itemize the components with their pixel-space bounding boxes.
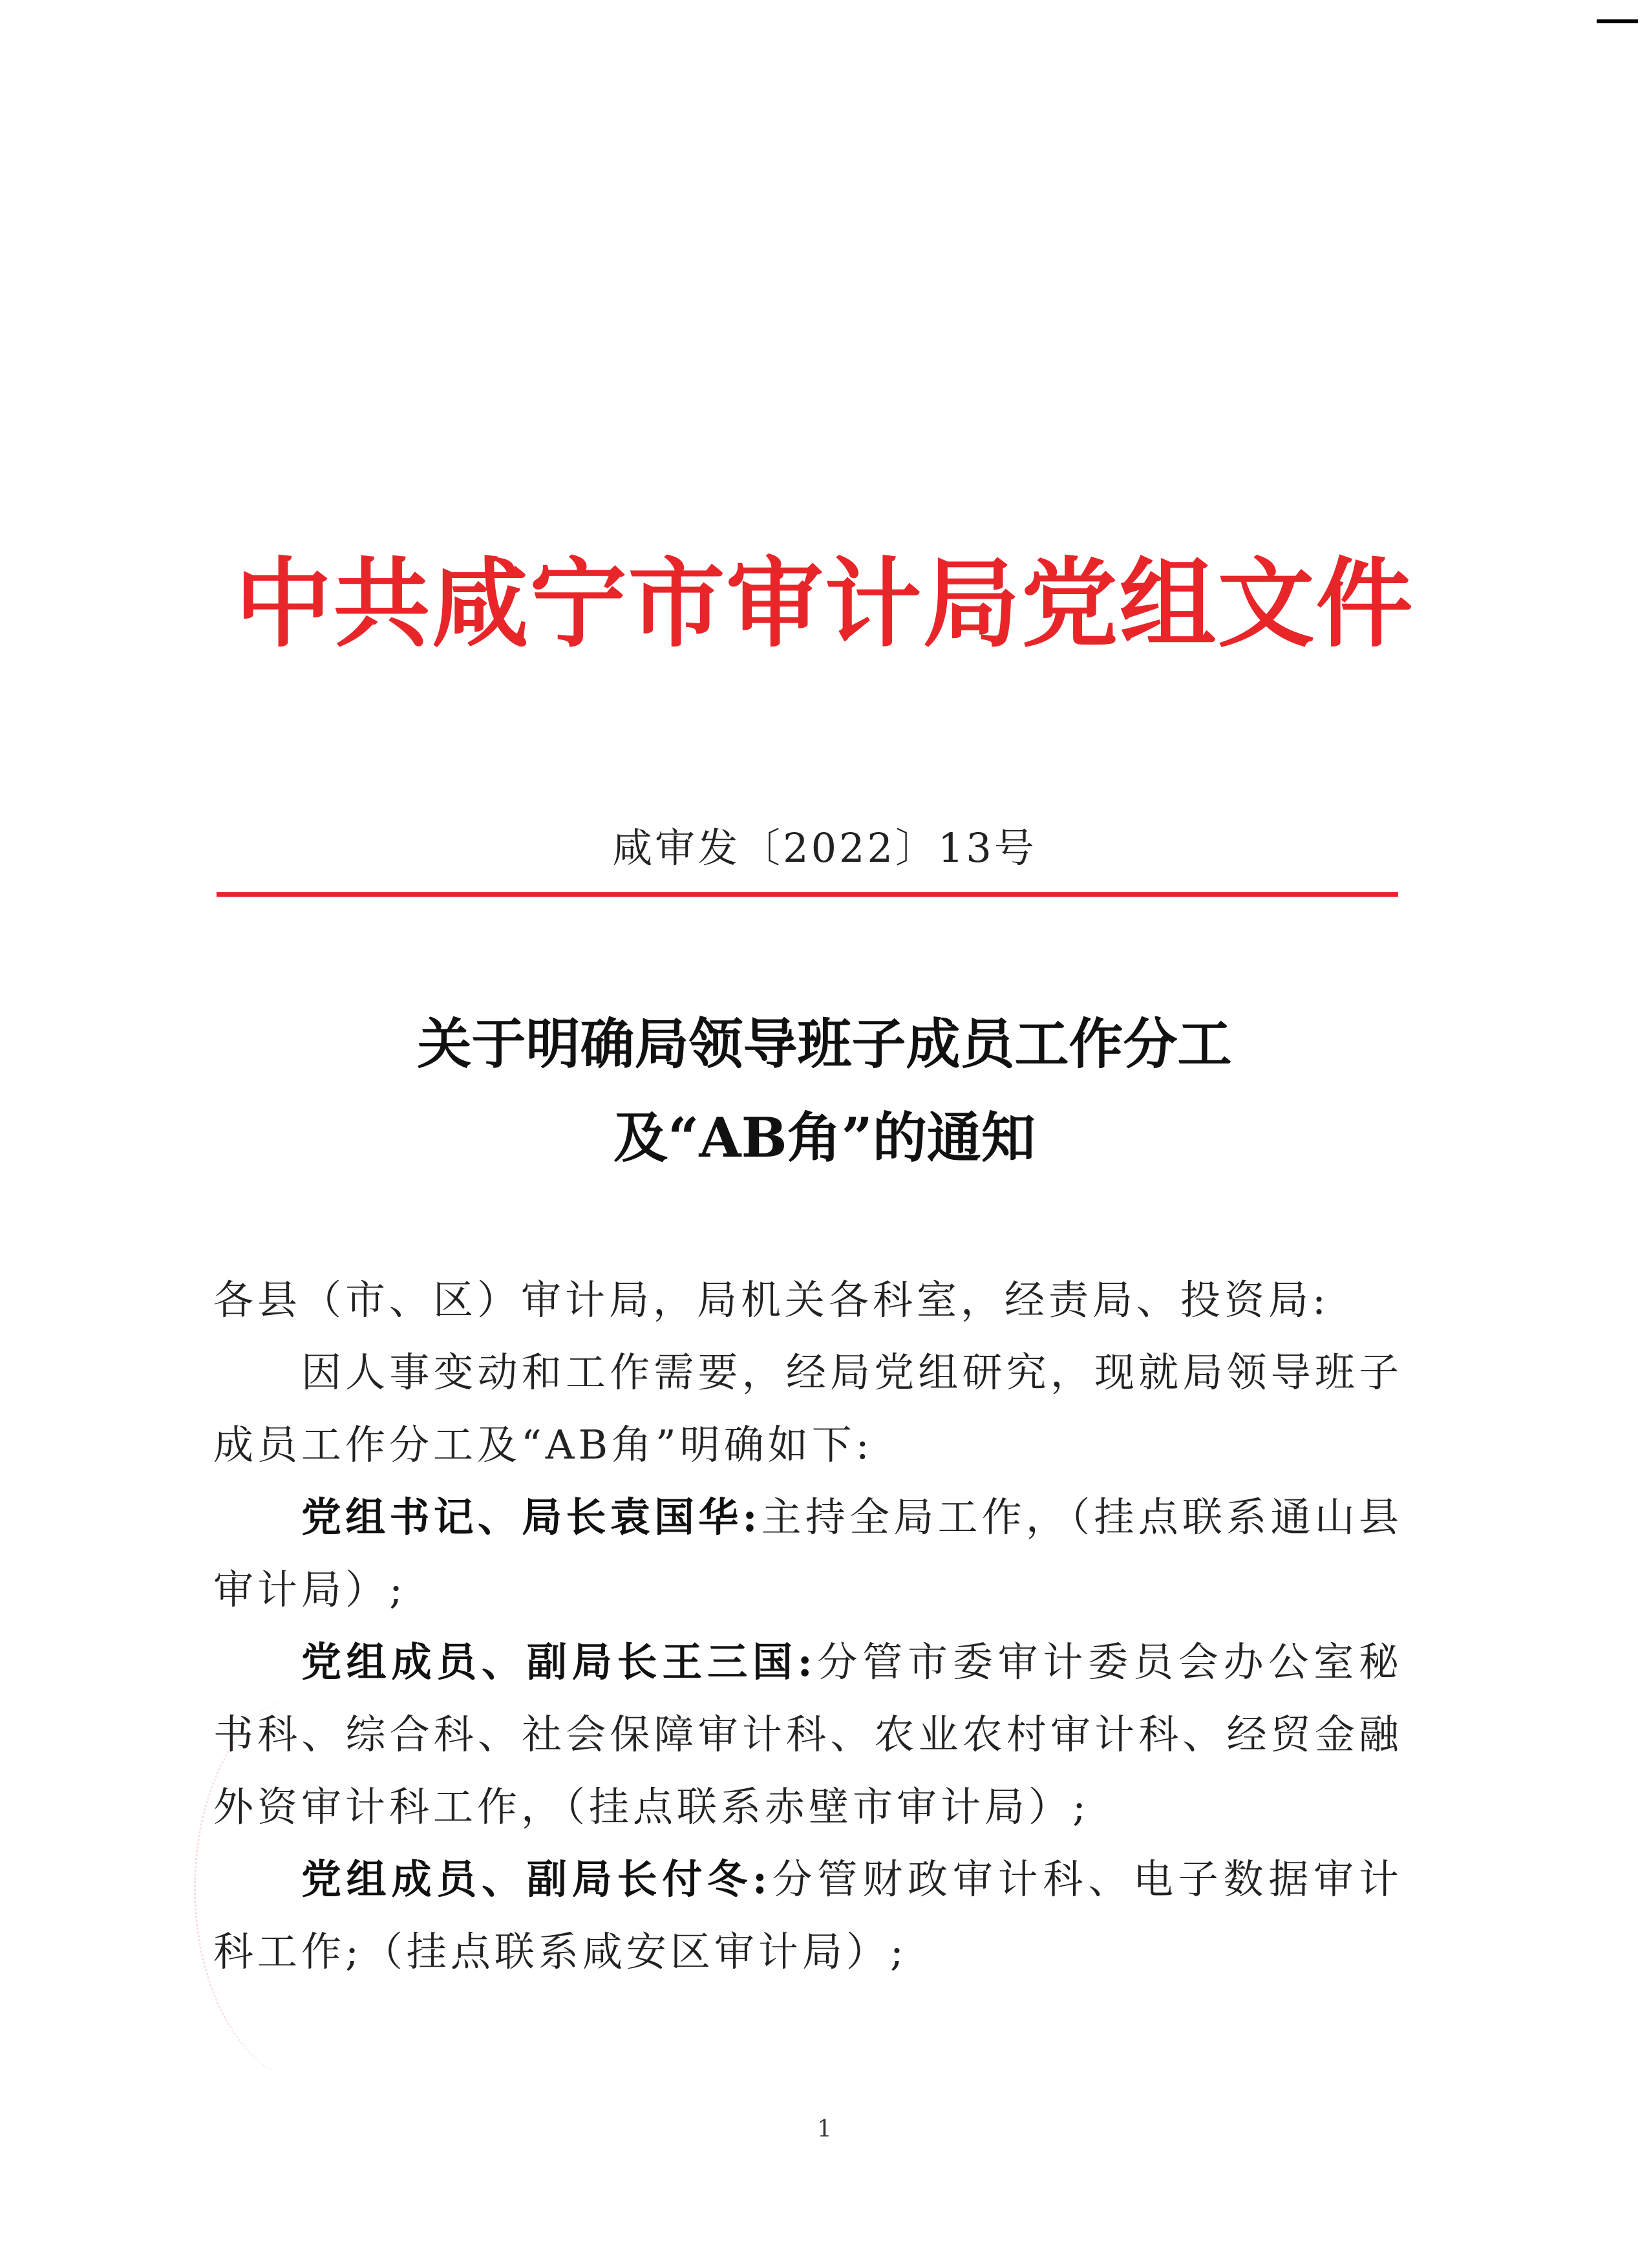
assignment-duty: 分管市委审计委员会办公室秘书科、综合科、社会保障审计科、农业农村审计科、经贸金融外资审计科工作，（挂点联系赤壁市审计局）; [213, 1638, 1403, 1830]
notice-title-line-1: 关于明确局领导班子成员工作分工 [417, 1012, 1232, 1076]
document-number: 咸审发〔2022〕13号 [612, 824, 1037, 872]
red-separator-line [217, 892, 1398, 897]
page-number: 1 [817, 2116, 832, 2143]
recipients-line: 各县（市、区）审计局，局机关各科室，经责局、投资局: [213, 1276, 1330, 1323]
assignment-role: 党组书记、局长袁国华: [301, 1493, 761, 1541]
document-header-title: 中共咸宁市审计局党组文件 [235, 548, 1414, 661]
assignment-role: 党组成员、副局长付冬: [301, 1856, 771, 1903]
notice-title-line-2: 及“AB角”的通知 [613, 1106, 1036, 1170]
assignment-duty: 主持全局工作，（挂点联系通山县审计局）; [213, 1493, 1403, 1613]
assignment-duty: 分管财政审计科、电子数据审计科工作;（挂点联系咸安区审计局）; [213, 1856, 1403, 1975]
faint-seal-trace [194, 1694, 429, 2082]
corner-scan-mark [1597, 19, 1638, 23]
assignment-paragraph [213, 1481, 1403, 1626]
intro-paragraph: 因人事变动和工作需要，经局党组研究，现就局领导班子成员工作分工及“AB角”明确如下: [213, 1349, 1403, 1468]
assignment-role: 党组成员、副局长王三国: [301, 1638, 816, 1685]
